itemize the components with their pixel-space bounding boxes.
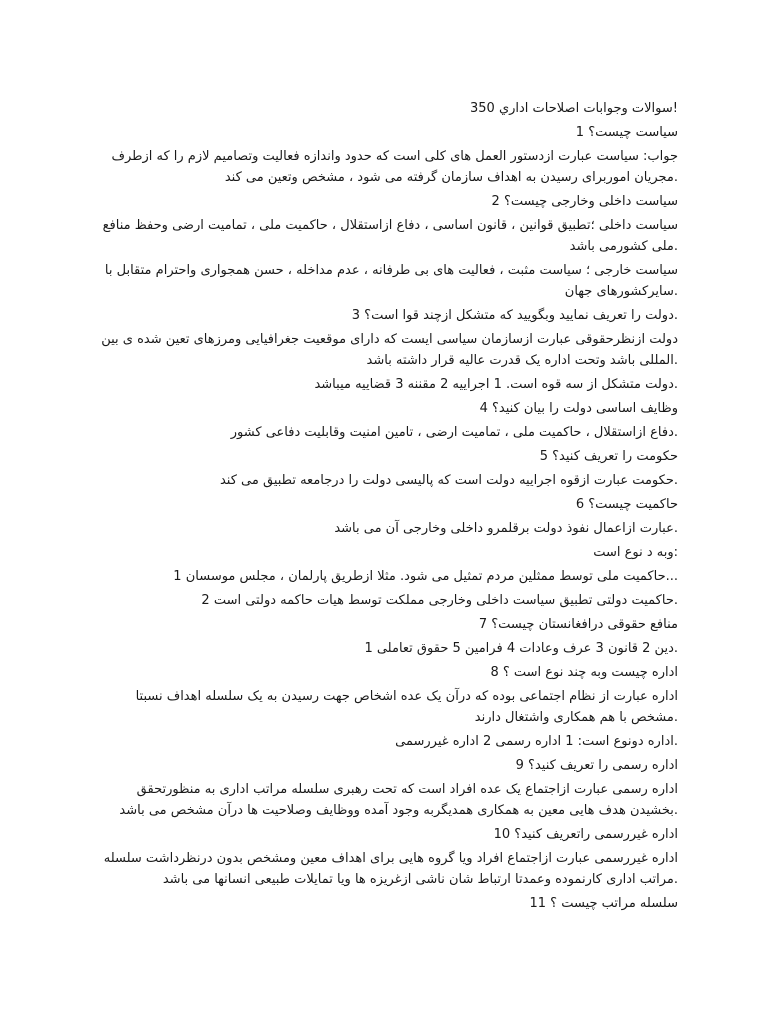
document-line: :وبه د نوع است (593, 545, 678, 560)
document-line: .دین 2 قانون 3 عرف وعادات 4 فرامین 5 حقوق تعاملی 1 (364, 641, 678, 656)
document-paragraph (88, 494, 678, 515)
document-paragraph (88, 398, 678, 419)
document-page (88, 98, 678, 917)
document-line: جواب: سیاست عبارت ازدستور العمل های کلی است که حدود واندازه فعالیت وتصامیم لازم را که ازطرف (111, 149, 678, 164)
document-line: اداره چیست وبه چند نوع است ؟ 8 (490, 665, 678, 680)
document-paragraph (88, 755, 678, 776)
document-line: !سوالات وجوابات اصلاحات اداري 350 (469, 101, 678, 116)
document-paragraph (88, 893, 678, 914)
document-paragraph (88, 566, 678, 587)
document-line: .حاکمیت دولتی تطبیق سیاست داخلی وخارجی مملکت توسط هیات حاکمه دولتی است 2 (201, 593, 678, 608)
document-line: .مجریان اموربرای رسیدن به اهداف سازمان گرفته می شود ، مشخص وتعین می کند (224, 170, 678, 185)
document-line: .حکومت عبارت ازقوه اجراییه دولت است که پالیسی دولت را درجامعه تطبیق می کند (219, 473, 678, 488)
document-line: .سایرکشورهای جهان (564, 284, 678, 299)
document-line: اداره رسمی را تعریف کنید؟ 9 (515, 758, 678, 773)
document-line: سیاست چیست؟ 1 (575, 125, 678, 140)
document-paragraph (88, 146, 678, 188)
document-paragraph (88, 215, 678, 257)
document-paragraph (88, 98, 678, 119)
document-line: حاکمیت چیست؟ 6 (575, 497, 678, 512)
document-line: .اداره دونوع است: 1 اداره رسمی 2 اداره غیررسمی (395, 734, 678, 749)
document-paragraph (88, 542, 678, 563)
document-paragraph (88, 446, 678, 467)
document-line: .بخشیدن هدف هایی معین به همکاری همدیگربه وجود آمده ووظایف وصلاحیت ها درآن مشخص می باشد (119, 803, 678, 818)
document-paragraph (88, 662, 678, 683)
document-body (88, 98, 678, 914)
document-paragraph (88, 638, 678, 659)
document-paragraph (88, 824, 678, 845)
document-line: اداره عبارت از نظام اجتماعی بوده که درآن یک عده اشخاص جهت رسیدن به یک سلسله اهداف نسبتا (135, 689, 678, 704)
document-line: .مشخص با هم همکاری واشتغال دارند (474, 710, 678, 725)
document-paragraph (88, 470, 678, 491)
document-paragraph (88, 191, 678, 212)
document-paragraph (88, 518, 678, 539)
document-line: .دولت متشکل از سه قوه است. 1 اجراییه 2 مقننه 3 قضاییه میباشد (314, 377, 678, 392)
document-line: دولت ازنظرحقوقی عبارت ازسازمان سیاسی ایست که دارای موقعیت جغرافیایی ومرزهای تعین شده ی بین (101, 332, 678, 347)
document-paragraph (88, 329, 678, 371)
document-line: حکومت را تعریف کنید؟ 5 (539, 449, 678, 464)
document-paragraph (88, 305, 678, 326)
document-paragraph (88, 122, 678, 143)
document-line: .مراتب اداری کارنموده وعمدتا ارتباط شان ناشی ازغریزه ها ویا تمایلات طبیعی انسانها می باشد (162, 872, 678, 887)
document-line: سیاست داخلی وخارجی چیست؟ 2 (491, 194, 678, 209)
document-line: اداره غیررسمی عبارت ازاجتماع افراد ویا گروه هایی برای اهداف معین ومشخص بدون درنظرداشت سلسله (103, 851, 678, 866)
document-line: .دولت را تعریف نمایید وبگویید که متشکل ازچند قوا است؟ 3 (351, 308, 678, 323)
document-line: منافع حقوقی درافغانستان چیست؟ 7 (478, 617, 678, 632)
document-paragraph (88, 374, 678, 395)
document-line: ...حاکمیت ملی توسط ممثلین مردم تمثیل می شود. مثلا ازطریق پارلمان ، مجلس موسسان 1 (173, 569, 678, 584)
document-line: اداره رسمی عبارت ازاجتماع یک عده افراد است که تحت رهبری سلسله مراتب اداری به منظورتحقق (136, 782, 678, 797)
document-paragraph (88, 779, 678, 821)
document-paragraph (88, 590, 678, 611)
document-line: سلسله مراتب چیست ؟ 11 (529, 896, 678, 911)
document-line: .عبارت ازاعمال نفوذ دولت برقلمرو داخلی وخارجی آن می باشد (334, 521, 678, 536)
document-line: .المللی باشد وتحت اداره یک قدرت عالیه قرار داشته باشد (366, 353, 678, 368)
document-paragraph (88, 731, 678, 752)
document-line: وظایف اساسی دولت را بیان کنید؟ 4 (479, 401, 678, 416)
document-line: .دفاع ازاستقلال ، حاکمیت ملی ، تمامیت ارضی ، تامین امنیت وقابلیت دفاعی کشور (230, 425, 678, 440)
document-line: سیاست داخلی ؛تطبیق قوانین ، قانون اساسی ، دفاع ازاستقلال ، حاکمیت ملی ، تمامیت ارضی وحفظ منافع (102, 218, 678, 233)
document-paragraph (88, 848, 678, 890)
document-line: اداره غیررسمی راتعریف کنید؟ 10 (493, 827, 678, 842)
document-line: .ملی کشورمی باشد (569, 239, 678, 254)
document-paragraph (88, 686, 678, 728)
document-paragraph (88, 614, 678, 635)
document-paragraph (88, 422, 678, 443)
document-line: سیاست خارجی ؛ سیاست مثبت ، فعالیت های بی طرفانه ، عدم مداخله ، حسن همجواری واحترام متقابل با (104, 263, 678, 278)
document-paragraph (88, 260, 678, 302)
